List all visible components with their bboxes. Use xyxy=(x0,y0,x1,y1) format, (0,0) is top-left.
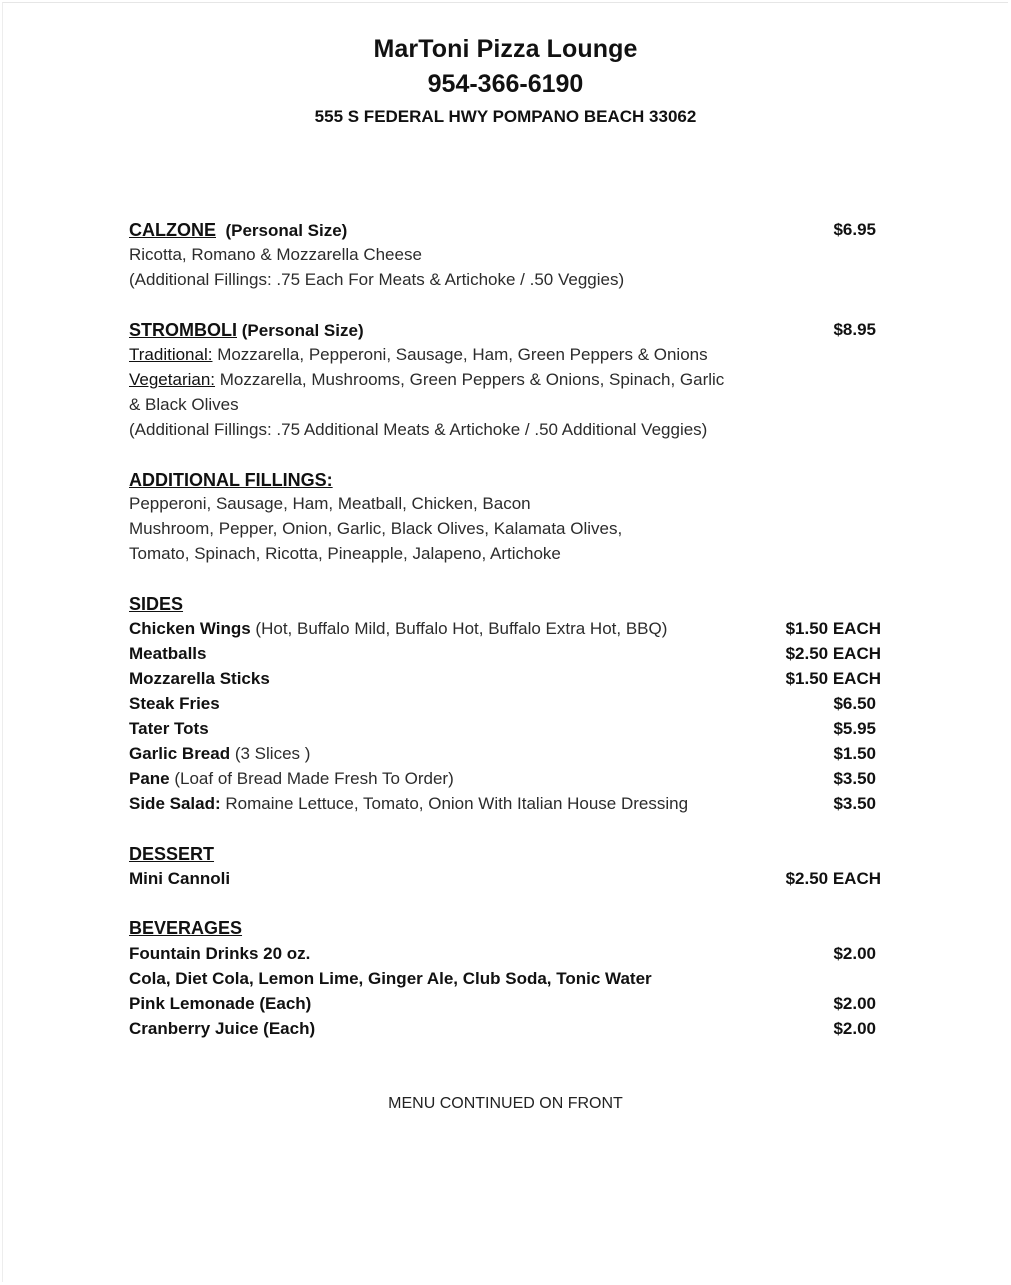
restaurant-phone: 954-366-6190 xyxy=(427,70,584,98)
sides-heading xyxy=(129,594,183,615)
additional-fillings-heading xyxy=(129,470,333,491)
side-item-name: Garlic Bread xyxy=(129,744,231,763)
side-item xyxy=(129,619,667,639)
menu-page xyxy=(2,2,1008,1282)
side-item-price: $3.50 xyxy=(833,769,876,788)
stromboli-title: STROMBOLI xyxy=(129,320,237,340)
dessert-item-price: $2.50 EACH xyxy=(785,869,881,888)
calzone-fillings-note: (Additional Fillings: .75 Each For Meats & Artichoke / .50 Veggies) xyxy=(129,270,625,289)
stromboli-fillings-note: (Additional Fillings: .75 Additional Meats & Artichoke / .50 Additional Veggies) xyxy=(129,420,708,439)
dessert-title: DESSERT xyxy=(129,844,215,864)
calzone-title: CALZONE xyxy=(129,220,216,240)
stromboli-vegetarian-label: Vegetarian: xyxy=(129,370,216,389)
side-item xyxy=(129,694,220,714)
beverage-item-price: $2.00 xyxy=(833,1019,876,1038)
side-item-price: $2.50 EACH xyxy=(785,644,881,663)
beverage-item xyxy=(129,944,310,964)
side-item-note: Romaine Lettuce, Tomato, Onion With Italian House Dressing xyxy=(220,794,689,813)
side-item-price: $5.95 xyxy=(833,719,876,738)
side-item-price: $1.50 EACH xyxy=(785,619,881,638)
side-item xyxy=(129,769,454,789)
beverage-item-name: Pink Lemonade (Each) xyxy=(129,994,312,1013)
side-item xyxy=(129,644,206,664)
beverage-item-name: Fountain Drinks 20 oz. xyxy=(129,944,311,963)
stromboli-heading xyxy=(129,320,364,341)
stromboli-traditional xyxy=(129,345,708,365)
additional-fillings-line: Pepperoni, Sausage, Ham, Meatball, Chicken, Bacon xyxy=(129,494,531,513)
stromboli-vegetarian xyxy=(129,370,724,390)
sides-title: SIDES xyxy=(129,594,184,614)
restaurant-name: MarToni Pizza Lounge xyxy=(373,35,638,63)
side-item xyxy=(129,794,688,814)
side-item-name: Pane xyxy=(129,769,170,788)
calzone-heading xyxy=(129,220,347,241)
beverages-heading xyxy=(129,918,242,939)
side-item-price: $3.50 xyxy=(833,794,876,813)
side-item xyxy=(129,719,209,739)
side-item-name: Mozzarella Sticks xyxy=(129,669,270,688)
beverage-item-name: Cola, Diet Cola, Lemon Lime, Ginger Ale, Club Soda, Tonic Water xyxy=(129,969,652,988)
dessert-heading xyxy=(129,844,214,865)
calzone-price: $6.95 xyxy=(833,220,876,239)
stromboli-vegetarian-desc-cont: & Black Olives xyxy=(129,395,239,414)
beverage-item xyxy=(129,969,652,989)
calzone-description: Ricotta, Romano & Mozzarella Cheese xyxy=(129,245,422,264)
restaurant-address: 555 S FEDERAL HWY POMPANO BEACH 33062 xyxy=(314,107,697,126)
beverage-item-price: $2.00 xyxy=(833,994,876,1013)
calzone-size: (Personal Size) xyxy=(225,221,348,240)
additional-fillings-line: Tomato, Spinach, Ricotta, Pineapple, Jalapeno, Artichoke xyxy=(129,544,561,563)
side-item-name: Steak Fries xyxy=(129,694,220,713)
beverage-item-name: Cranberry Juice (Each) xyxy=(129,1019,316,1038)
dessert-item-name: Mini Cannoli xyxy=(129,869,231,888)
dessert-item xyxy=(129,869,230,889)
stromboli-size: (Personal Size) xyxy=(241,321,364,340)
stromboli-traditional-desc: Mozzarella, Pepperoni, Sausage, Ham, Green Peppers & Onions xyxy=(212,345,708,364)
side-item-name: Chicken Wings xyxy=(129,619,251,638)
side-item xyxy=(129,744,310,764)
beverage-item xyxy=(129,994,311,1014)
side-item-note: (Hot, Buffalo Mild, Buffalo Hot, Buffalo Extra Hot, BBQ) xyxy=(250,619,668,638)
side-item-price: $1.50 EACH xyxy=(785,669,881,688)
side-item-name: Meatballs xyxy=(129,644,207,663)
side-item xyxy=(129,669,270,689)
side-item-name: Side Salad: xyxy=(129,794,221,813)
side-item-price: $1.50 xyxy=(833,744,876,763)
stromboli-price: $8.95 xyxy=(833,320,876,339)
additional-fillings-title: ADDITIONAL FILLINGS: xyxy=(129,470,333,490)
stromboli-traditional-label: Traditional: xyxy=(129,345,213,364)
side-item-name: Tater Tots xyxy=(129,719,209,738)
side-item-price: $6.50 xyxy=(833,694,876,713)
side-item-note: (3 Slices ) xyxy=(230,744,311,763)
side-item-note: (Loaf of Bread Made Fresh To Order) xyxy=(169,769,454,788)
menu-continued-note: MENU CONTINUED ON FRONT xyxy=(388,1095,623,1112)
additional-fillings-line: Mushroom, Pepper, Onion, Garlic, Black Olives, Kalamata Olives, xyxy=(129,519,623,538)
stromboli-vegetarian-desc: Mozzarella, Mushrooms, Green Peppers & Onions, Spinach, Garlic xyxy=(215,370,725,389)
beverages-title: BEVERAGES xyxy=(129,918,243,938)
beverage-item xyxy=(129,1019,315,1039)
beverage-item-price: $2.00 xyxy=(833,944,876,963)
